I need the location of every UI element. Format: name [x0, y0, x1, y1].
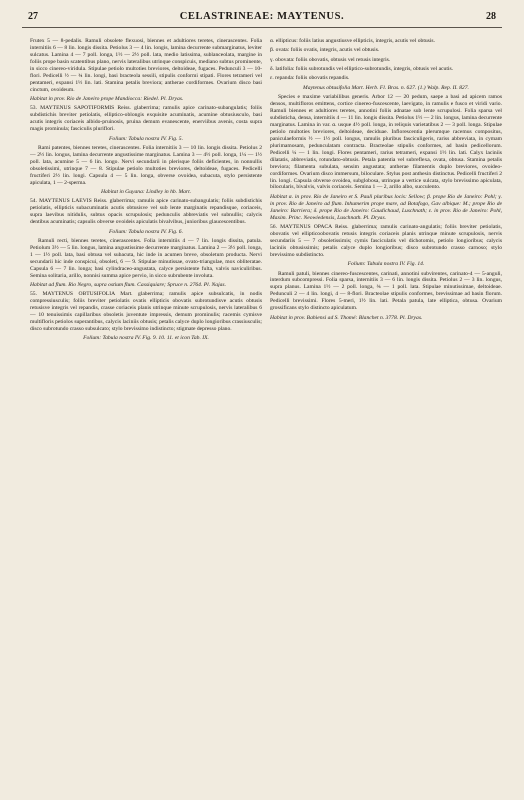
habitat-note: Habitat in Guyana: Lindley in hb. Mart. [100, 189, 192, 196]
right-text-column [270, 38, 502, 790]
page-number-left: 27 [28, 11, 38, 22]
synonym-citation: Maytenus obtusifolia Mart. Herb. Fl. Bras. n. 627. (1.) Walp. Rep. II. 827. [303, 84, 469, 91]
page-number-right: 28 [486, 11, 496, 22]
variety-alpha: α. ellipticus: foliis latius angustiusve ellipticis, integris, acutis vel obtusis. [270, 38, 435, 44]
figure-reference: Folium: Tabula nostra IV. Fig. 14. [347, 261, 425, 268]
habitat-note: Habitat in prov. Rio de Janeiro prope Mandiocca: Riedel. Pl. Dryas. [30, 96, 184, 103]
habitat-note: Habitat α. in prov. Rio de Janeiro et S. Pauli pluribus locis: Sellow; β. prope Rio de Janeiro: Pohl; γ. in prov. Rio de Janeiro ad flum. Inhumerim prope mare, ad Botafogo, Gav albique: M.; prope Rio de Janeiro: Barriera; δ. prope Rio de Janeiro: Gaudichaud, Luschnath; ε. in prov. Rio de Janeiro: Pohl, Maxim. Princ. Neowiedensis, Luschnath. Pl. Dryas. [270, 193, 502, 221]
variety-delta: δ. latifolia: foliis subrotundis vel elliptico-subrotundis, integris, obtusis vel acutis. [270, 66, 454, 73]
figure-reference: Folium: Tabula nostra IV. Fig. 9. 10. 11. et icon Tab. IX. [83, 335, 209, 342]
habitat-note: Habitat in prov. Bahiensi ad S. Thomé: Blanchet n. 3778. Pl. Dryas. [270, 314, 423, 321]
variety-epsilon: ε. repanda: foliis obovatis repandis. [270, 75, 350, 82]
figure-reference: Folium: Tabula nostra IV. Fig. 6. [109, 228, 183, 235]
species-description: Species e maxime variabilibus generis. Arbor 12 — 20 pedum, saepe a basi ad apicem ramos densos, multifloros emittens, cortice cinereo-fuscescente, laevigato, in ramulis e fusco et viridi vario. Ramuli biennes et adultiores teretes, annotini foliis adnatae sub lente scrupulosi. Folia sparsa vel subdisticha, densa, internitiis 4 — 11 lin. longis dissita. Petiolus 1½ — 2 lin. longus, lamina decurrente marginatus. Lamina in var. α. usque 4½ poll. longa, in reliquis varietatibus 2 — 3 poll. longa. Stipulae petiolo multoties breviores, deltoideae, deciduae. Inflorescentia plerumque racemus compositus, paniculaeformis ½ — 1½ poll. longus, ramulis pluribus fasciculigeris, rariss abbreviata, in cymam plurimamosam, pedunculatam contracta. Bracteolae stipulis conformes, ad basin pedicellorum. Pedicelli ¼ — 1 lin. longi. Flores pentameri, rarius tetrameri, expansi 1½ lin. lati. Calyx laciniis dilatatis, abbreviatis, rotundato-obtusis. Petala patentia vel subreflexa, ovata, obtusa. Stamina petalis breviora; filamenta subulata, sensim angustata; antherae filamentis duplo breviores, ovoideo-cordiformes. Ovarium disco immersum, biloculare. Stylus post anthesin distinctus. Pedicelli fructiferi 2 lin. longi. Capsula obverse ovoidea, subglobosa, utrinque a vertice sulcata, stylo brevissimo apiculata, bilocularis, bivalvis, valvis coriaceis. Semina 1 — 2, arillo albo, succulento. [270, 94, 502, 191]
species-diagnosis: 55. MAYTENUS OBTUSIFOLIA Mart. glaberrima; ramulis apice subsulcatis, in nodis compressiusculis; foliis breviter petiolatis ovatis ellipticis obovatis subrotundisve acutis obtusis retusisve integris vel repandis, crasse coriaceis planis utrinque minute scrupulosis, nervis lateralibus 6 — 10 tenuissimis capillaribus obsoletis juventute impressis, demum prominulis; racemis cymisve multifloris petiolos superantibus, calycis laciniis obtusis; petalis calyce duplo longioribus crassiusculis; disco subrotundo crasso subsulcato; stylo brevissimo indistincto; stigmate depresso plano. [30, 291, 262, 333]
species-description: Ramuli patuli, biennes cinereo-fuscescentes, carinati, annotini subvirentes, carinato-4 — 5-anguli, interdum subcompressi. Folia sparsa, internitiis 3 — 6 lin. longis dissita. Petiolus 2 — 3 lin. longus, supra planus. Lamina 1½ — 2 poll. longa, ¾ — 1 poll. lata. Stipulae minutissimae, deltoideae. Pedunculi 2 — 4 lin. longi, 4 — 8-flori. Bracteolae stipulis conformes, brevissimae ad basin florum. Pedicelli brevissimi. Flores 5-meri, 1½ lin. lati. Petala patula, late elliptica, obtusa. Ovarium grossificans stylo distincto apiculatum. [270, 270, 502, 312]
species-description: Ramuli recti, biennes teretes, cinerascentes. Folia internitiis 4 — 7 lin. longis dissita, patula. Petiolum 3½ — 5 lin. longus, lamina angustissime decurrente marginatus. Lamina 2 — 3½ poll. longa, 1 — 1½ poll. lata, basi obtusa vel subacuta, hic inde in acumen breve, obsoletum producta. Nervi secundarii hic inde conspicui, obsoleti, 6 — 9. Stipulae minutissae, ovato-triangulae, mox obliteratae. Capsula 6 — 7 lin. longa; basi cylindraceo-angustata, calyce persistente fulta, valvis naviculiribus. Semina solitaria, arillo, nonnisi summa apice pervio, in sicco subrubente involuta. [30, 237, 262, 279]
species-diagnosis: 56. MAYTENUS OPACA Reiss. glaberrima; ramulis carinato-angulatis; foliis breviter petiolatis, obovatis vel ellipticoobovatis retusis integris coriaceis planis utrinque minute scrupulosis, nervis secundariis 5 — 7 obsoletissimis; cymis fasciculatis vel dichotomis, petiolo longioribus; calycis laciniis obtusissimis; petalis calyce duplo longioribus; disco subrotundo crasso carnoso; stylo brevissimo subdistincto. [270, 224, 502, 258]
species-description: Frutex 5 — 8-pedalis. Ramuli obsolete flexuosi, biennes et adultiores teretes, cinerascentes. Folia internitiis 6 — 8 lin. longis dissita. Petiolus 3 — 4 lin. longis, lamina decurrente submarginatus, leviter sulcatus. Lamina 4 — 7 poll. longa, 1½ — 2½ poll. lata, medio latissima, sublanceolata, margine in foliis prope basin scatentibus plano, nervis lateralibus utrinque conspicuis, mediano subtus prominente, in sicco cinereo-viridula. Stipulae petiolo multoties breviores, deltoideae, fugaces. Pedunculi 3 — 10-flori. Pedicelli ½ — ¾ lin. longi, basi bracteola sessili, stipulis conformi stipati. Flores tetrameri vel pentameri, expansi 1½ lin. lati. Stamina petalis breviora; antherae cordiformes. Ovarium disco basi cinctum, ovoideum. [30, 38, 262, 93]
species-diagnosis: 54. MAYTENUS LAEVIS Reiss. glaberrima; ramulis apice carinato-subangulatis; foliis subdistichis petiolatis, ellipticis subacuminatis acutis obtusisve vel sub lente marginatis repandisque, coriaceis, supra laevibus nitidulis, subtus opacis scrupulosis; pedunculis abbreviatis vel subnullis; calycis dentibus acuminatis; capsulis obverse ovoideis apiculatis bivalvibus, junioribus glaucescentibus. [30, 198, 262, 226]
habitat-note: Habitat ad flum. Rio Negro, supra ostium flum. Cassiquiare; Spruce n. 2764. Pl. Najas. [30, 282, 226, 289]
running-header [22, 11, 502, 28]
species-description: Rami patentes, biennes teretes, cinerascentes. Folia internitiis 3 — 10 lin. longis dissita. Petiolus 2 — 2½ lin. longus, lamina decurrente angustissime marginatus. Lamina 3 — 4½ poll. longa, 1¼ — 1½ poll. lata, acumine 5 — 6 lin. longo. Nervi secundarii in plerisque foliis deficientes, in nonnullis obsoletissimi, utrinque 7 — 8. Stipulae petiolo multoties breviores, deltoideae, fugaces. Pedicelli fructiferi 2½ lin. longi. Capsula 4 — 5 lin. longa, obverse ovoidea, subacuta, stylo persistente apiculata, 1 — 2-sperma. [30, 144, 262, 186]
variety-gamma: γ. obovata: foliis obovatis, obtusis vel retusis integris. [270, 56, 391, 63]
figure-reference: Folium: Tabula nostra IV. Fig. 5. [109, 135, 183, 142]
species-diagnosis: 53. MAYTENUS SAPOTIFORMIS Reiss. glaberrima; ramulis apice carinato-subangulatis; foliis subdistichis breviter petiolatis, elliptico-oblongis exquisite acuminatis, acumine obtusiusculo, basi acutis integris coriaceis albido-pruinosis, pruina demum evanescente, enerviibus avenis, costa supra magis prominula; fasciculis pluriflori. [30, 105, 262, 133]
running-title: CELASTRINEAE: MAYTENUS. [179, 11, 345, 22]
left-text-column [30, 38, 262, 790]
variety-beta: β. ovata: foliis ovatis, integris, acutis vel obtusis. [270, 47, 380, 54]
